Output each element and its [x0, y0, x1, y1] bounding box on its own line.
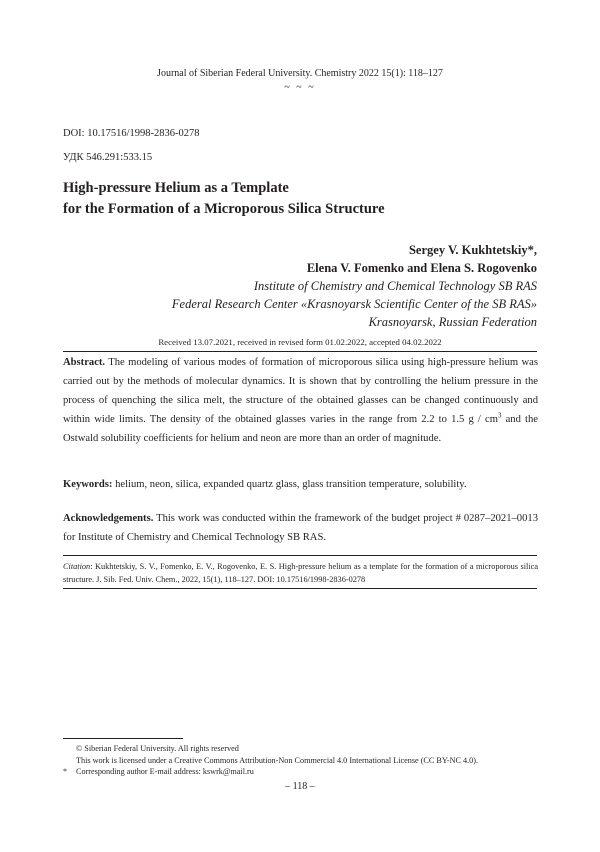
footnotes: [63, 743, 538, 778]
udk: УДК 546.291:533.15: [63, 152, 153, 163]
journal-header: Journal of Siberian Federal University. Chemistry 2022 15(1): 118–127: [157, 68, 443, 79]
acknowledgements-text: This work was conducted within the framework of the budget project # 0287–2021–0013 for Institute of Chemistry and Chemical Technology SB RAS.: [63, 513, 538, 544]
acknowledgements-label: Acknowledgements.: [63, 513, 154, 524]
affiliation-2: Federal Research Center «Krasnoyarsk Scientific Center of the SB RAS»: [171, 297, 537, 311]
citation-label: Citation: [63, 562, 91, 571]
acknowledgements: [63, 509, 538, 547]
citation-text: : Kukhtetskiy, S. V., Fomenko, E. V., Rogovenko, E. S. High-pressure helium as a template for the formation of a microporous silica structure. J. Sib. Fed. Univ. Chem., 2022, 15(1), 118–127. DOI: 10.17516/1998-2836-0278: [63, 562, 538, 584]
author-line-1: Sergey V. Kukhtetskiy*,: [408, 243, 537, 257]
received-dates: Received 13.07.2021, received in revised form 01.02.2022, accepted 04.02.2022: [158, 337, 442, 347]
affiliation-1: Institute of Chemistry and Chemical Technology SB RAS: [253, 279, 537, 293]
copyright-note: © Siberian Federal University. All rights reserved: [76, 744, 239, 753]
abstract-top-rule: [63, 351, 537, 352]
page-number: – 118 –: [285, 781, 315, 792]
header-separator: ~ ~ ~: [284, 82, 316, 93]
abstract-superscript: 3: [497, 411, 502, 420]
abstract-text-2: and the Ostwald solubility coefficients for helium and neon are more than an order of magnitude.: [63, 414, 538, 445]
footnote-star: *: [63, 767, 68, 776]
license-note: This work is licensed under a Creative Commons Attribution-Non Commercial 4.0 International License (CC BY-NC 4.0).: [76, 755, 479, 765]
title-line-1: High-pressure Helium as a Template: [63, 180, 289, 196]
abstract: [63, 353, 538, 448]
doi: DOI: 10.17516/1998-2836-0278: [63, 128, 200, 139]
keywords: [63, 475, 538, 494]
citation-bottom-rule: [63, 588, 537, 589]
citation: [63, 561, 538, 586]
article-title: [63, 178, 385, 220]
keywords-text: helium, neon, silica, expanded quartz glass, glass transition temperature, solubility.: [112, 479, 467, 490]
corresponding-note: [63, 766, 538, 778]
footnote-rule: [63, 738, 183, 739]
keywords-label: Keywords:: [63, 479, 113, 490]
citation-top-rule: [63, 555, 537, 556]
author-block: [172, 241, 537, 331]
author-line-2: Elena V. Fomenko and Elena S. Rogovenko: [306, 261, 537, 275]
affiliation-3: Krasnoyarsk, Russian Federation: [368, 315, 537, 329]
title-line-2: for the Formation of a Microporous Silica Structure: [63, 201, 385, 217]
corresponding-text: Corresponding author E-mail address: kswrk@mail.ru: [76, 767, 254, 776]
abstract-text-1: The modeling of various modes of formation of microporous silica using high-pressure helium was carried out by the methods of molecular dynamics. It is shown that by controlling the helium pressure in the process of quenching the silica melt, the structure of the obtained glasses can be changed continuously and within wide limits. The density of the obtained glasses varies in the range from 2.2 to 1.5 g / cm: [63, 357, 538, 426]
abstract-label: Abstract.: [63, 357, 106, 368]
